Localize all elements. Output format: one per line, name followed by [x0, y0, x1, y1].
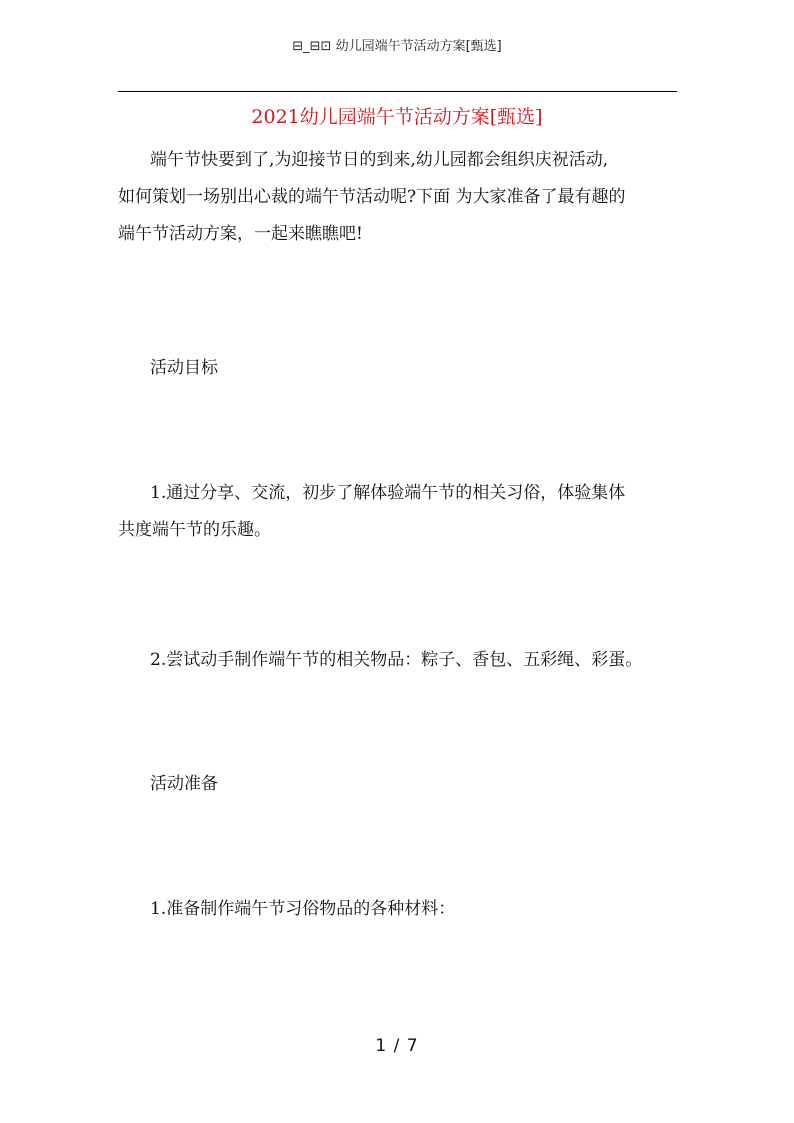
goal-line: 2.尝试动手制作端午节的相关物品：粽子、香包、五彩绳、彩蛋。 — [150, 650, 643, 670]
heading-text: 活动准备 — [150, 774, 218, 794]
section-heading-prep — [118, 766, 678, 803]
goal-item-2 — [118, 642, 678, 679]
prep-line: 1.准备制作端午节习俗物品的各种材料： — [150, 899, 456, 919]
header-title: ⊟_⊟⊡ 幼儿园端午节活动方案[甄选] — [292, 39, 502, 54]
document-title: 2021幼儿园端午节活动方案[甄选] — [251, 106, 543, 128]
page-number: 1 / 7 — [375, 1036, 419, 1056]
section-heading-goals — [118, 350, 678, 387]
header-divider — [118, 91, 677, 92]
goal-line: 1.通过分享、交流，初步了解体验端午节的相关习俗，体验集体 — [150, 483, 626, 503]
intro-line: 端午节快要到了,为迎接节日的到来,幼儿园都会组织庆祝活动, — [150, 150, 609, 170]
intro-line: 端午节活动方案，一起来瞧瞧吧! — [118, 224, 363, 244]
heading-text: 活动目标 — [150, 358, 218, 378]
goal-line: 共度端午节的乐趣。 — [118, 520, 271, 540]
intro-paragraph — [118, 142, 678, 253]
prep-item-1 — [118, 891, 678, 928]
intro-line: 如何策划一场别出心裁的端午节活动呢?下面 为大家准备了最有趣的 — [118, 187, 626, 207]
goal-item-1 — [118, 475, 678, 549]
